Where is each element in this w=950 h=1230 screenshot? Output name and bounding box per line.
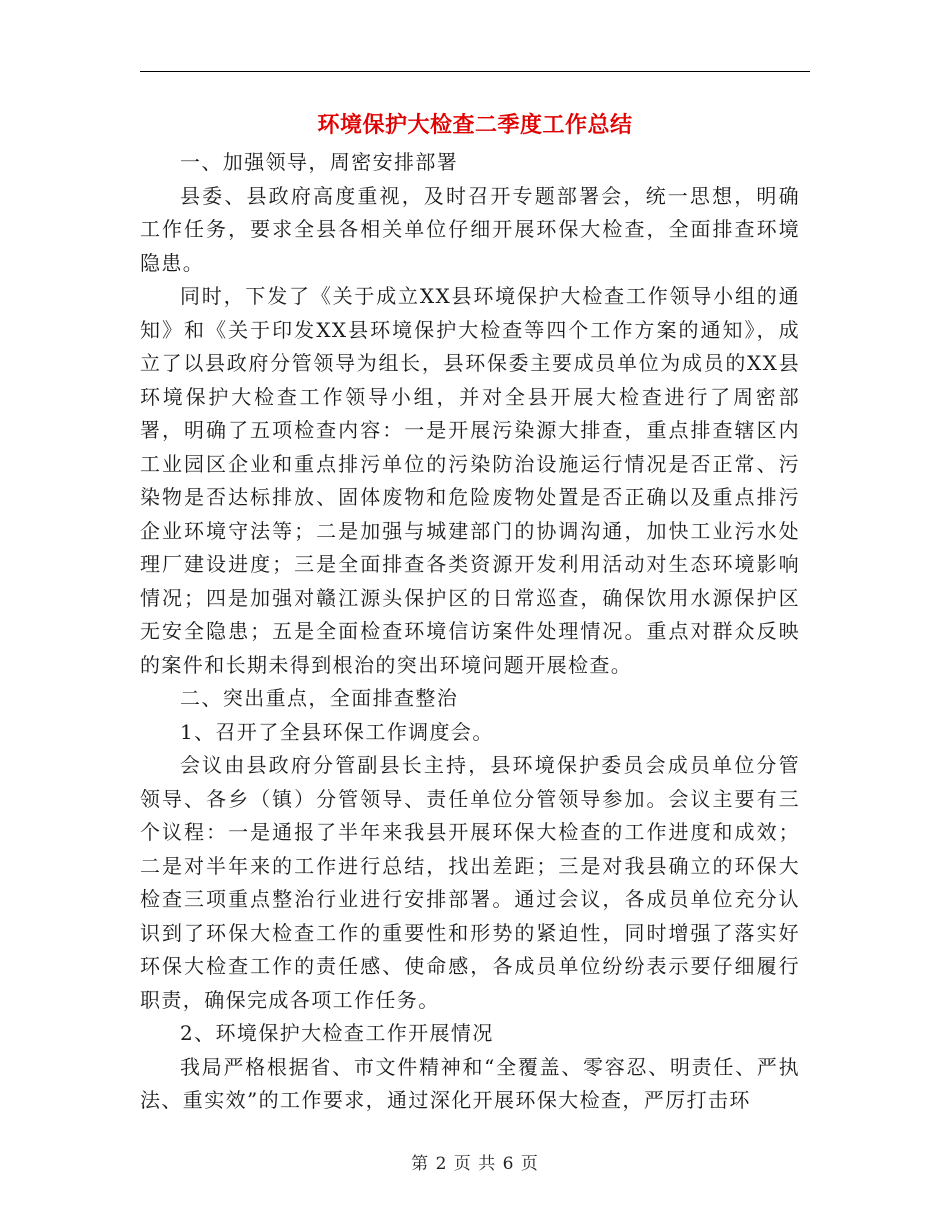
body-paragraph: 会议由县政府分管副县长主持，县环境保护委员会成员单位分管领导、各乡（镇）分管领导、责任单位分管领导参加。会议主要有三个议程：一是通报了半年来我县开展环保大检查的工作进度和成效；二是对半年来的工作进行总结，找出差距；三是对我县确立的环保大检查三项重点整治行业进行安排部署。通过会议，各成员单位充分认识到了环保大检查工作的重要性和形势的紧迫性，同时增强了落实好环保大检查工作的责任感、使命感，各成员单位纷纷表示要仔细履行职责，确保完成各项工作任务。 [140,753,800,1012]
body-paragraph: 县委、县政府高度重视，及时召开专题部署会，统一思想，明确工作任务，要求全县各相关单位仔细开展环保大检查，全面排查环境隐患。 [140,183,800,275]
subsection-heading-2: 2、环境保护大检查工作开展情况 [180,1021,494,1045]
document-body [140,146,800,1118]
body-paragraph: 我局严格根据省、市文件精神和“全覆盖、零容忍、明责任、严执法、重实效”的工作要求，通过深化开展环保大检查，严厉打击环 [140,1054,800,1112]
page-number: 第 2 页 共 6 页 [411,1154,539,1174]
header-rule [140,71,810,72]
document-title: 环境保护大检查二季度工作总结 [317,113,633,138]
section-heading-2: 二、突出重点，全面排查整治 [180,686,459,710]
body-paragraph: 同时，下发了《关于成立XX县环境保护大检查工作领导小组的通知》和《关于印发XX县环境保护大检查等四个工作方案的通知》，成立了以县政府分管领导为组长，县环保委主要成员单位为成员的XX县环境保护大检查工作领导小组，并对全县开展大检查进行了周密部署，明确了五项检查内容：一是开展污染源大排查，重点排查辖区内工业园区企业和重点排污单位的污染防治设施运行情况是否正常、污染物是否达标排放、固体废物和危险废物处置是否正确以及重点排污企业环境守法等；二是加强与城建部门的协调沟通，加快工业污水处理厂建设进度；三是全面排查各类资源开发利用活动对生态环境影响情况；四是加强对赣江源头保护区的日常巡查，确保饮用水源保护区无安全隐患；五是全面检查环境信访案件处理情况。重点对群众反映的案件和长期未得到根治的突出环境问题开展检查。 [140,284,800,677]
section-heading-1: 一、加强领导，周密安排部署 [180,150,459,174]
subsection-heading-1: 1、召开了全县环保工作调度会。 [180,719,494,744]
